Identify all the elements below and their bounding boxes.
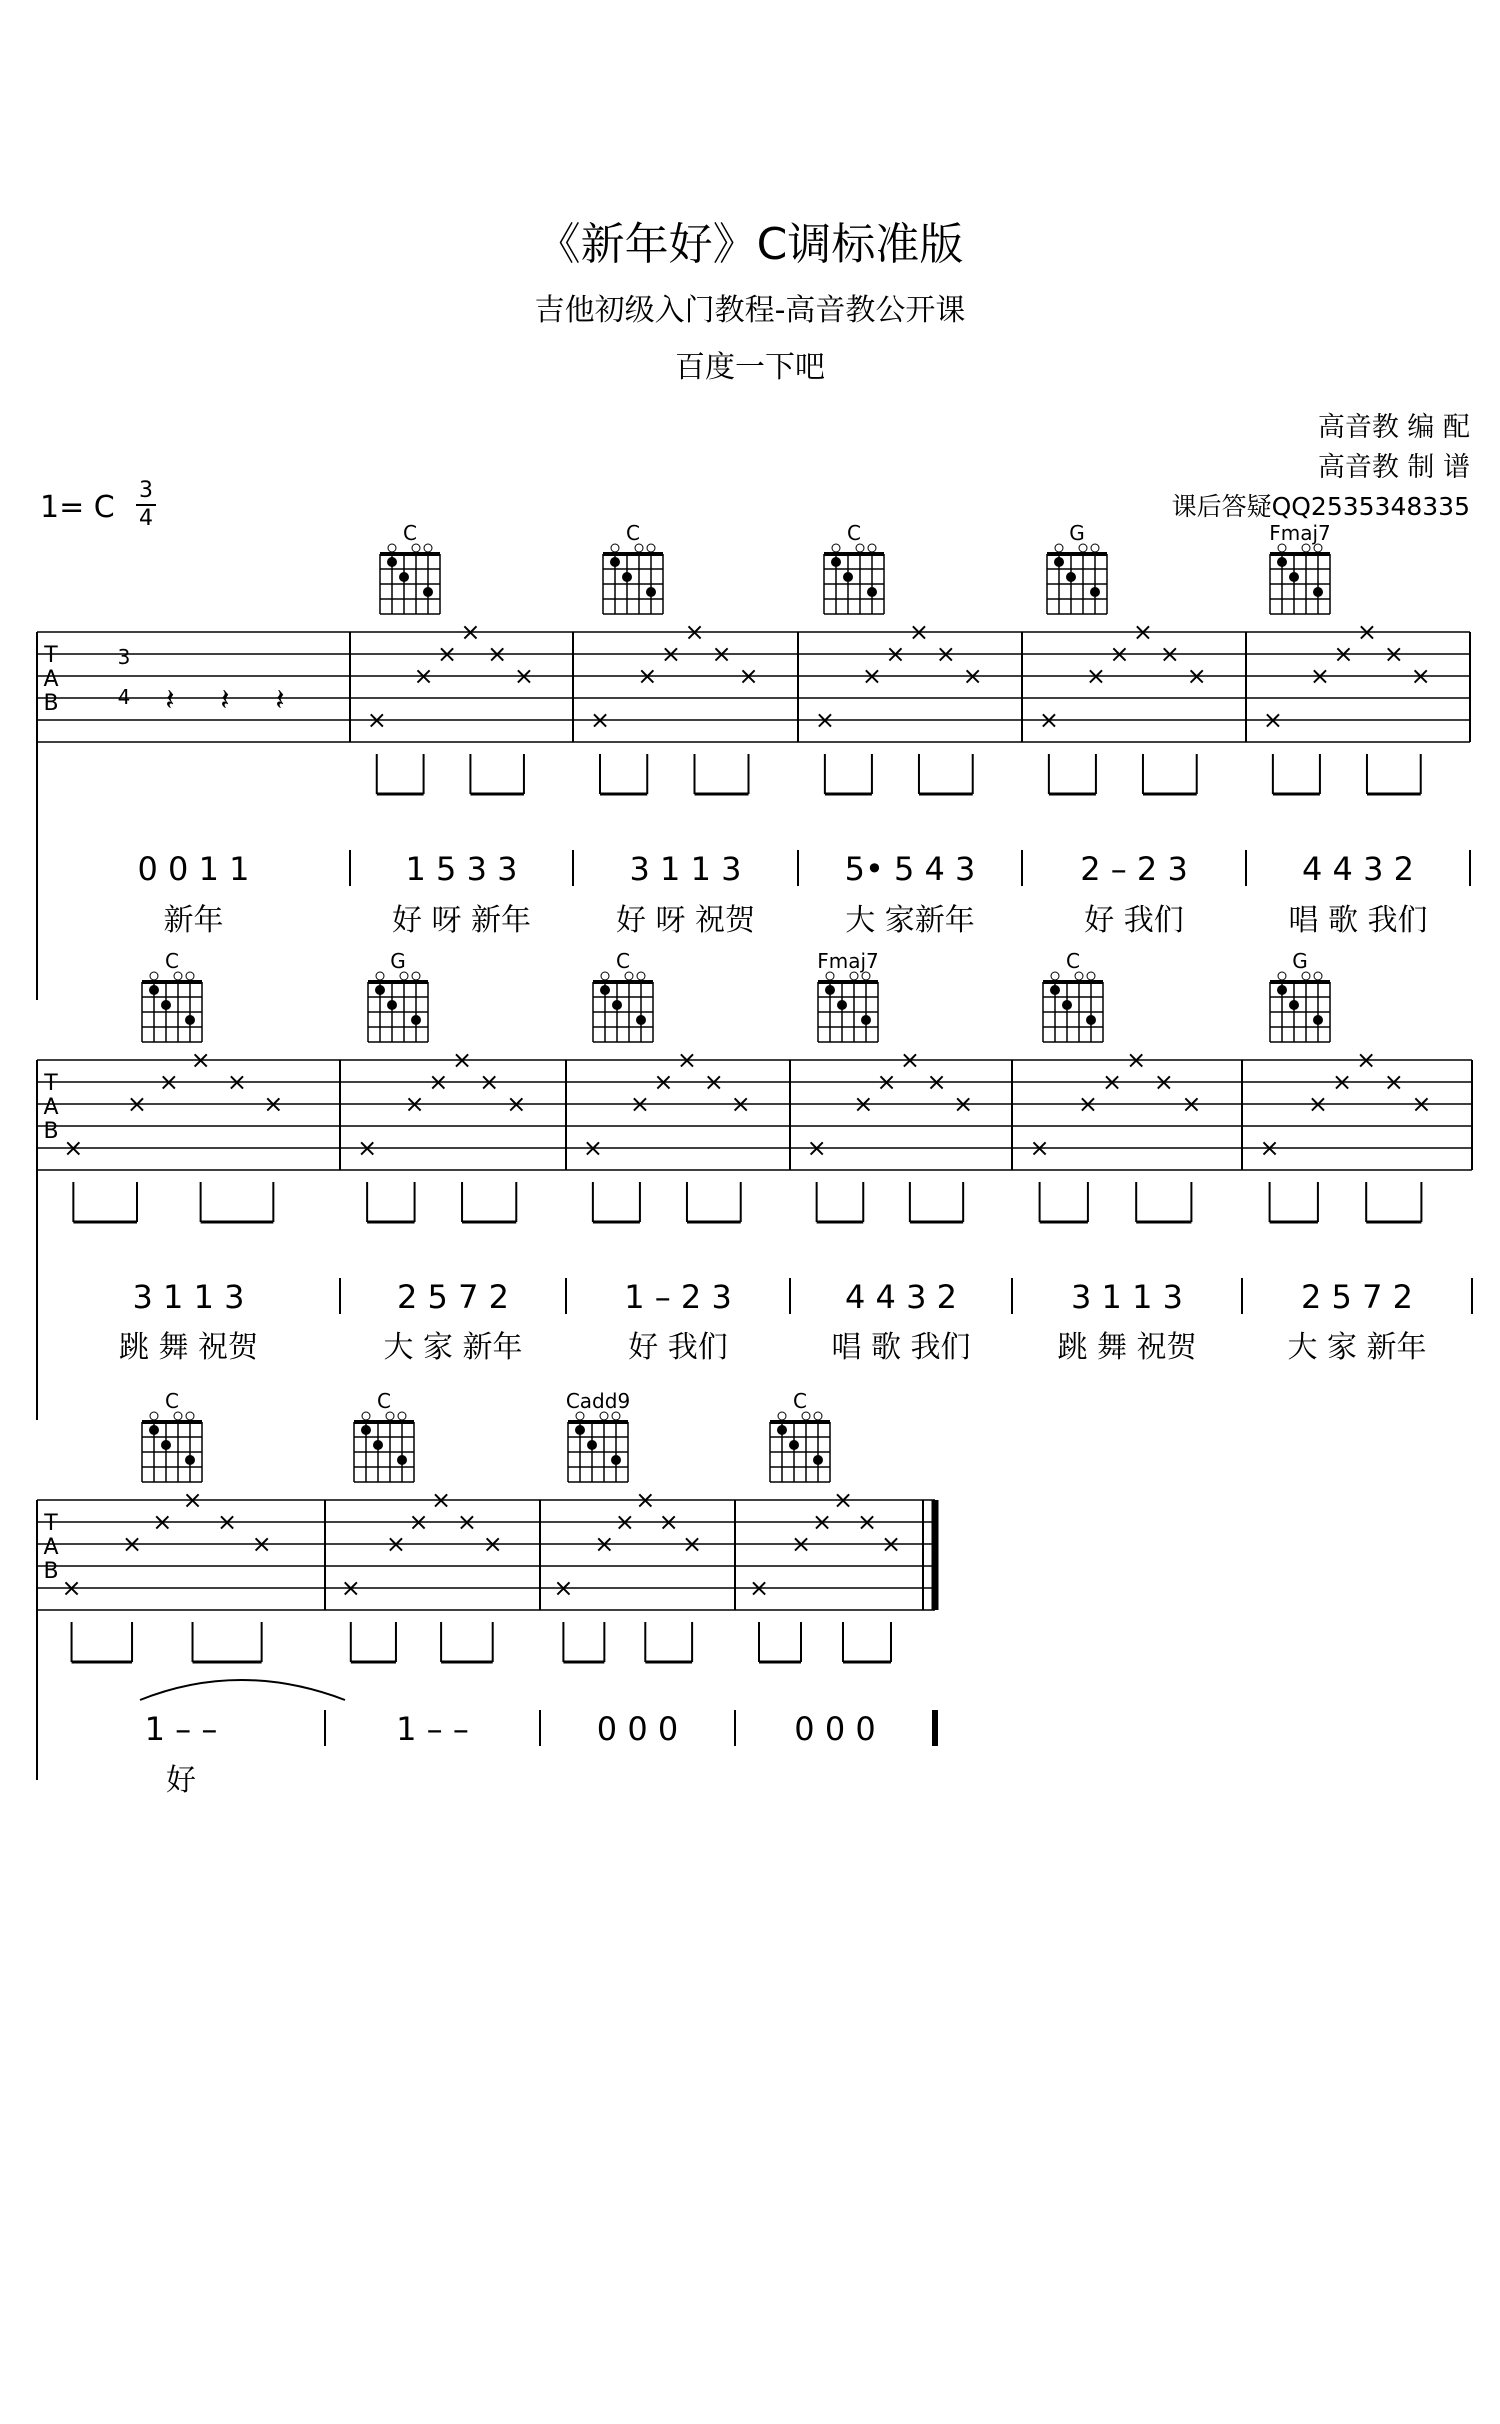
finger-dot: [161, 1000, 171, 1010]
tab-note: ×: [63, 1134, 84, 1162]
lyric-measure: 大 家 新年: [1287, 1330, 1427, 1365]
finger-dot: [1050, 985, 1060, 995]
tab-note: ×: [482, 1530, 503, 1558]
tab-note: ×: [738, 662, 759, 690]
chord-name: C: [1066, 949, 1080, 973]
finger-dot: [397, 1455, 407, 1465]
jianpu-measure: 3 1 1 3: [1071, 1278, 1183, 1316]
chord-diagram-g-5: [1270, 949, 1330, 1042]
tab-note: ×: [730, 1090, 751, 1118]
finger-dot: [789, 1440, 799, 1450]
finger-dot: [161, 1440, 171, 1450]
finger-dot: [831, 557, 841, 567]
jianpu-measure: 4 4 3 2: [845, 1278, 957, 1316]
tab-note: ×: [1109, 640, 1130, 668]
tab-note: ×: [428, 1068, 449, 1096]
open-string: [601, 972, 609, 980]
finger-dot: [361, 1425, 371, 1435]
finger-dot: [867, 587, 877, 597]
tab-note: ×: [1101, 1068, 1123, 1096]
tab-note: ×: [451, 1046, 473, 1074]
open-string: [388, 544, 396, 552]
tab-note: ×: [1307, 1090, 1328, 1118]
finger-dot: [387, 1000, 397, 1010]
jianpu-measure: 5• 5 4 3: [844, 850, 976, 888]
finger-dot: [612, 1000, 622, 1010]
tab-note: ×: [217, 1508, 238, 1536]
open-string: [1314, 544, 1322, 552]
tab-note: ×: [226, 1068, 248, 1096]
open-string: [1278, 972, 1286, 980]
lyric-measure: 好: [166, 1763, 196, 1798]
chord-name: G: [1069, 521, 1085, 545]
chord-diagram-g-3: [1047, 521, 1107, 614]
finger-dot: [611, 1455, 621, 1465]
jianpu-measure: 1 – –: [144, 1710, 218, 1748]
finger-dot: [1062, 1000, 1072, 1010]
chord-diagram-c-4: [1043, 949, 1103, 1042]
lyric-measure: 好 呀 新年: [391, 903, 532, 938]
tab-note: ×: [876, 1068, 897, 1096]
open-string: [600, 1412, 608, 1420]
finger-dot: [777, 1425, 787, 1435]
tab-note: ×: [460, 618, 481, 646]
chord-diagram-c-2: [824, 521, 884, 614]
tab-letter-b: B: [43, 691, 59, 716]
finger-dot: [610, 557, 620, 567]
tab-note: ×: [853, 1090, 874, 1118]
tab-letter-a: A: [43, 1095, 59, 1120]
lyric-measure: 跳 舞 祝贺: [1057, 1330, 1197, 1365]
tab-note: ×: [880, 1530, 902, 1558]
lyric-measure: 大 家新年: [845, 903, 975, 938]
chord-diagram-c-0: [380, 521, 440, 614]
open-string: [862, 972, 870, 980]
open-string: [1051, 972, 1059, 980]
finger-dot: [1066, 572, 1076, 582]
tab-note: ×: [1186, 662, 1207, 690]
finger-dot: [646, 587, 656, 597]
chord-name: C: [847, 521, 861, 545]
tab-note: ×: [790, 1530, 812, 1558]
tab-note: ×: [1077, 1090, 1098, 1118]
finger-dot: [1277, 557, 1287, 567]
tab-note: ×: [366, 706, 387, 734]
quarter-rest: 𝄽: [220, 683, 230, 718]
tab-note: ×: [1411, 1090, 1432, 1118]
chord-name: C: [626, 521, 640, 545]
tab-note: ×: [1029, 1134, 1050, 1162]
finger-dot: [185, 1015, 195, 1025]
lyric-measure: 新年: [163, 903, 224, 938]
open-string: [424, 544, 432, 552]
tab-note: ×: [506, 1090, 527, 1118]
time-signature-top: 3: [139, 478, 153, 503]
tab-note: ×: [653, 1068, 674, 1096]
tab-note: ×: [1331, 1068, 1353, 1096]
finger-dot: [1054, 557, 1064, 567]
chord-diagram-c-1: [603, 521, 663, 614]
finger-dot: [622, 572, 632, 582]
tab-note: ×: [152, 1508, 173, 1536]
lyric-measure: 好 我们: [1084, 903, 1184, 938]
tab-note: ×: [908, 618, 930, 646]
tab-note: ×: [1383, 1068, 1404, 1096]
tab-note: ×: [431, 1486, 452, 1514]
open-string: [802, 1412, 810, 1420]
tab-note: ×: [814, 706, 835, 734]
tab-note: ×: [479, 1068, 500, 1096]
tab-note: ×: [190, 1046, 211, 1074]
finger-dot: [1086, 1015, 1096, 1025]
tab-note: ×: [340, 1574, 361, 1602]
finger-dot: [587, 1440, 597, 1450]
open-string: [612, 1412, 620, 1420]
song-title: 《新年好》C调标准版: [536, 219, 964, 270]
finger-dot: [1313, 587, 1323, 597]
contact-credit: 课后答疑QQ2535348335: [1171, 492, 1470, 521]
arranger-credit: 高音教 编 配: [1317, 412, 1470, 443]
jianpu-measure: 1 – –: [396, 1710, 469, 1748]
tab-note: ×: [1356, 618, 1378, 646]
quarter-rest: 𝄽: [165, 683, 175, 718]
tab-letter-b: B: [43, 1119, 59, 1144]
finger-dot: [387, 557, 397, 567]
lyric-measure: 好 呀 祝贺: [615, 903, 756, 938]
finger-dot: [373, 1440, 383, 1450]
tab-note: ×: [1259, 1134, 1280, 1162]
tab-time-bottom: 4: [117, 685, 131, 709]
finger-dot: [813, 1455, 823, 1465]
tab-time-top: 3: [117, 645, 131, 669]
tab-letter-b: B: [43, 1559, 59, 1584]
finger-dot: [411, 1015, 421, 1025]
tab-note: ×: [582, 1134, 603, 1162]
tab-note: ×: [594, 1530, 615, 1558]
tab-note: ×: [487, 640, 508, 668]
open-string: [1075, 972, 1083, 980]
open-string: [150, 1412, 158, 1420]
lyric-measure: 跳 舞 祝贺: [118, 1330, 259, 1365]
tab-note: ×: [926, 1068, 947, 1096]
tab-note: ×: [856, 1508, 878, 1536]
open-string: [400, 972, 408, 980]
finger-dot: [600, 985, 610, 995]
quarter-rest: 𝄽: [275, 683, 285, 718]
song-subtitle-2: 百度一下吧: [675, 350, 825, 385]
tab-note: ×: [684, 618, 705, 646]
chord-name: C: [793, 1389, 807, 1413]
tab-note: ×: [456, 1508, 477, 1536]
lyric-measure: 唱 歌 我们: [1288, 903, 1428, 938]
tab-note: ×: [962, 662, 983, 690]
key-signature: 1= C: [40, 490, 115, 525]
lyric-measure: 大 家 新年: [383, 1330, 523, 1365]
open-string: [1314, 972, 1322, 980]
finger-dot: [149, 1425, 159, 1435]
finger-dot: [375, 985, 385, 995]
chord-diagram-c-3: [770, 1389, 830, 1482]
open-string: [1087, 972, 1095, 980]
finger-dot: [1090, 587, 1100, 597]
finger-dot: [825, 985, 835, 995]
tab-note: ×: [1159, 640, 1180, 668]
tab-note: ×: [682, 1530, 703, 1558]
chord-name: Fmaj7: [1269, 521, 1331, 545]
jianpu-measure: 0 0 1 1: [137, 850, 250, 888]
open-string: [647, 544, 655, 552]
chord-diagram-c-0: [142, 949, 202, 1042]
open-string: [174, 972, 182, 980]
tab-note: ×: [1383, 640, 1404, 668]
tab-note: ×: [263, 1090, 284, 1118]
tab-note: ×: [357, 1134, 378, 1162]
tab-note: ×: [553, 1574, 574, 1602]
jianpu-measure: 4 4 3 2: [1302, 850, 1414, 888]
open-string: [1055, 544, 1063, 552]
tab-note: ×: [614, 1508, 635, 1536]
tie-arc: [140, 1680, 345, 1700]
tab-note: ×: [1309, 662, 1330, 690]
finger-dot: [423, 587, 433, 597]
tab-note: ×: [676, 1046, 698, 1074]
tab-note: ×: [806, 1134, 827, 1162]
tab-note: ×: [385, 1530, 407, 1558]
chord-name: C: [616, 949, 630, 973]
open-string: [386, 1412, 394, 1420]
chord-name: C: [165, 1389, 179, 1413]
finger-dot: [1289, 1000, 1299, 1010]
jianpu-measure: 1 – 2 3: [624, 1278, 732, 1316]
open-string: [826, 972, 834, 980]
chord-name: Cadd9: [565, 1389, 631, 1413]
chord-name: C: [377, 1389, 391, 1413]
tab-note: ×: [408, 1508, 429, 1536]
tab-note: ×: [1356, 1046, 1377, 1074]
tab-note: ×: [158, 1068, 179, 1096]
chord-name: G: [1292, 949, 1308, 973]
open-string: [186, 972, 194, 980]
tab-note: ×: [660, 640, 681, 668]
open-string: [868, 544, 876, 552]
open-string: [625, 972, 633, 980]
chord-name: G: [390, 949, 406, 973]
song-subtitle: 吉他初级入门教程-高音教公开课: [534, 293, 966, 328]
tab-note: ×: [1153, 1068, 1174, 1096]
open-string: [362, 1412, 370, 1420]
jianpu-measure: 1 5 3 3: [405, 850, 518, 888]
tab-letter-a: A: [43, 1535, 59, 1560]
time-signature-bottom: 4: [139, 506, 153, 531]
chord-diagram-g-1: [368, 949, 428, 1042]
tab-note: ×: [589, 706, 611, 734]
open-string: [150, 972, 158, 980]
chord-diagram-cadd9-2: [566, 1389, 630, 1482]
jianpu-measure: 3 1 1 3: [132, 1278, 245, 1316]
jianpu-measure: 2 5 7 2: [1301, 1278, 1413, 1316]
open-string: [856, 544, 864, 552]
tab-note: ×: [748, 1574, 770, 1602]
tab-note: ×: [61, 1574, 82, 1602]
jianpu-measure: 0 0 0: [596, 1710, 679, 1748]
tab-note: ×: [811, 1508, 833, 1536]
open-string: [814, 1412, 822, 1420]
tab-note: ×: [121, 1530, 143, 1558]
tab-note: ×: [413, 662, 434, 690]
open-string: [1302, 972, 1310, 980]
tab-note: ×: [251, 1530, 272, 1558]
jianpu-measure: 3 1 1 3: [629, 850, 742, 888]
finger-dot: [837, 1000, 847, 1010]
finger-dot: [149, 985, 159, 995]
tab-note: ×: [1085, 662, 1106, 690]
open-string: [576, 1412, 584, 1420]
chord-diagram-fmaj7-4: [1269, 521, 1331, 614]
open-string: [1278, 544, 1286, 552]
tab-note: ×: [1132, 618, 1154, 646]
chord-diagram-c-1: [354, 1389, 414, 1482]
finger-dot: [575, 1425, 585, 1435]
tab-note: ×: [404, 1090, 425, 1118]
tab-letter-a: A: [43, 667, 59, 692]
tab-note: ×: [899, 1046, 920, 1074]
open-string: [1079, 544, 1087, 552]
open-string: [611, 544, 619, 552]
jianpu-measure: 0 0 0: [794, 1710, 876, 1748]
open-string: [398, 1412, 406, 1420]
lyric-measure: 唱 歌 我们: [831, 1330, 971, 1365]
open-string: [174, 1412, 182, 1420]
tab-note: ×: [1038, 706, 1059, 734]
chord-diagram-fmaj7-3: [817, 949, 879, 1042]
finger-dot: [1289, 572, 1299, 582]
tab-letter-t: T: [44, 1511, 58, 1536]
chord-name: Fmaj7: [817, 949, 879, 973]
open-string: [412, 544, 420, 552]
tab-letter-t: T: [44, 1071, 58, 1096]
finger-dot: [1313, 1015, 1323, 1025]
transcriber-credit: 高音教 制 谱: [1317, 452, 1470, 483]
open-string: [778, 1412, 786, 1420]
tab-note: ×: [637, 662, 658, 690]
finger-dot: [399, 572, 409, 582]
tab-note: ×: [711, 640, 732, 668]
tab-note: ×: [935, 640, 956, 668]
finger-dot: [636, 1015, 646, 1025]
chord-name: C: [165, 949, 179, 973]
tab-note: ×: [1410, 662, 1431, 690]
finger-dot: [1277, 985, 1287, 995]
finger-dot: [843, 572, 853, 582]
open-string: [186, 1412, 194, 1420]
finger-dot: [185, 1455, 195, 1465]
open-string: [1302, 544, 1310, 552]
jianpu-measure: 2 – 2 3: [1080, 850, 1188, 888]
finger-dot: [861, 1015, 871, 1025]
tab-note: ×: [885, 640, 906, 668]
tab-note: ×: [1126, 1046, 1147, 1074]
open-string: [376, 972, 384, 980]
chord-diagram-c-2: [593, 949, 653, 1042]
tab-note: ×: [513, 662, 534, 690]
tab-note: ×: [703, 1068, 724, 1096]
tab-note: ×: [436, 640, 458, 668]
open-string: [637, 972, 645, 980]
open-string: [635, 544, 643, 552]
tab-note: ×: [1181, 1090, 1202, 1118]
tab-note: ×: [658, 1508, 679, 1536]
open-string: [850, 972, 858, 980]
chord-name: C: [403, 521, 417, 545]
lyric-measure: 好 我们: [628, 1330, 728, 1365]
tab-note: ×: [832, 1486, 854, 1514]
chord-diagram-c-0: [142, 1389, 202, 1482]
tab-note: ×: [126, 1090, 148, 1118]
jianpu-measure: 2 5 7 2: [397, 1278, 509, 1316]
tab-note: ×: [1333, 640, 1354, 668]
open-string: [412, 972, 420, 980]
tab-letter-t: T: [44, 643, 58, 668]
open-string: [1091, 544, 1099, 552]
tab-note: ×: [635, 1486, 656, 1514]
tab-note: ×: [953, 1090, 974, 1118]
tab-note: ×: [1262, 706, 1283, 734]
tab-note: ×: [861, 662, 882, 690]
tab-note: ×: [629, 1090, 650, 1118]
open-string: [832, 544, 840, 552]
tab-note: ×: [182, 1486, 203, 1514]
